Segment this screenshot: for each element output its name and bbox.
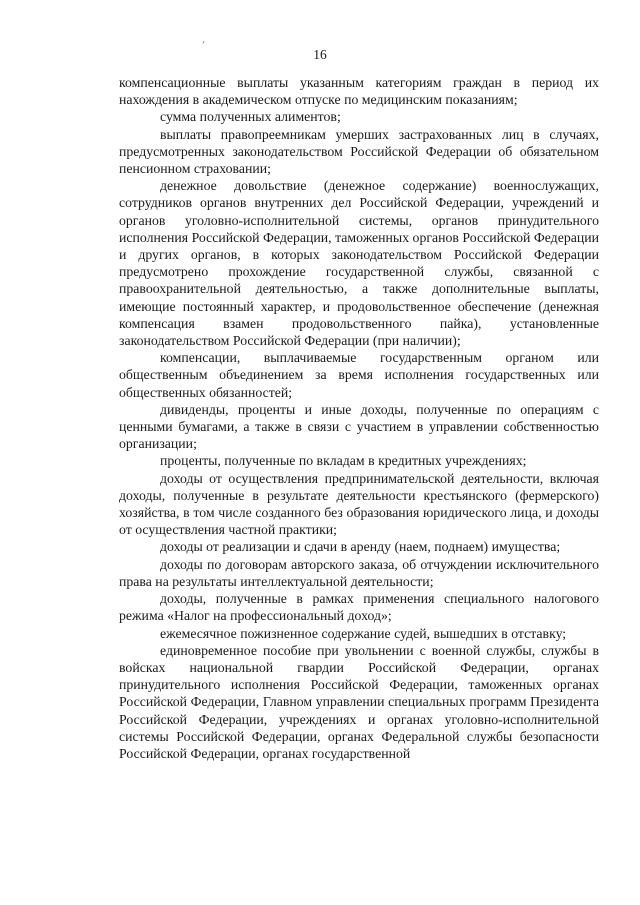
paragraph: ежемесячное пожизненное содержание судей, вышедших в отставку; bbox=[160, 625, 567, 641]
page-number: 16 bbox=[313, 47, 327, 62]
paragraph: компенсационные выплаты указанным категориям граждан в период их нахождения в академическом отпуске по медицинским показаниям; bbox=[119, 75, 599, 108]
paragraph: компенсации, выплачиваемые государственным органом или общественным объединением за время исполнения государственных или общественных обязанностей; bbox=[119, 350, 599, 400]
paragraph: выплаты правопреемникам умерших застрахованных лиц в случаях, предусмотренных законодательством Российской Федерации об обязательном пенсионном страховании; bbox=[119, 126, 599, 177]
document-body bbox=[119, 74, 599, 762]
paragraph: доходы от осуществления предпринимательской деятельности, включая доходы, полученные в результате деятельности крестьянского (фермерского) хозяйства, в том числе созданного без образования юридического лица, и доходы от осуществления частной практики; bbox=[119, 470, 599, 538]
paragraph: доходы, полученные в рамках применения специального налогового режима «Налог на профессиональный доход»; bbox=[119, 591, 599, 624]
paragraph: сумма полученных алиментов; bbox=[160, 109, 341, 125]
paragraph: доходы от реализации и сдачи в аренду (наем, поднаем) имущества; bbox=[160, 539, 561, 555]
paragraph: денежное довольствие (денежное содержание) военнослужащих, сотрудников органов внутренних дел Российской Федерации, учреждений и органов уголовно-исполнительной системы, органов принудительного исполнения Российской Федерации, таможенных органов Российской Федерации и других органов, в которых законодательством Российской Федерации предусмотрено прохождение государственной службы, связанной с правоохранительной деятельностью, а также дополнительные выплаты, имеющие постоянный характер, и продовольственное обеспечение (денежная компенсация взамен продовольственного пайка), установленные законодательством Российской Федерации (при наличии); bbox=[119, 178, 599, 349]
paragraph: проценты, полученные по вкладам в кредитных учреждениях; bbox=[160, 453, 527, 469]
paragraph: доходы по договорам авторского заказа, об отчуждении исключительного права на результаты интеллектуальной деятельности; bbox=[119, 556, 599, 589]
stray-mark: ˊ bbox=[201, 39, 209, 53]
paragraph: дивиденды, проценты и иные доходы, полученные по операциям с ценными бумагами, а также в связи с участием в управлении собственностью организации; bbox=[119, 401, 599, 452]
paragraph: единовременное пособие при увольнении с военной службы, службы в войсках национальной гвардии Российской Федерации, органах принудительного исполнения Российской Федерации, таможенных органах Российской Федерации, Главном управлении специальных программ Президента Российской Федерации, учреждениях и органах уголовно-исполнительной системы Российской Федерации, органах Федеральной службы безопасности Российской Федерации, органах государственной bbox=[119, 642, 599, 761]
